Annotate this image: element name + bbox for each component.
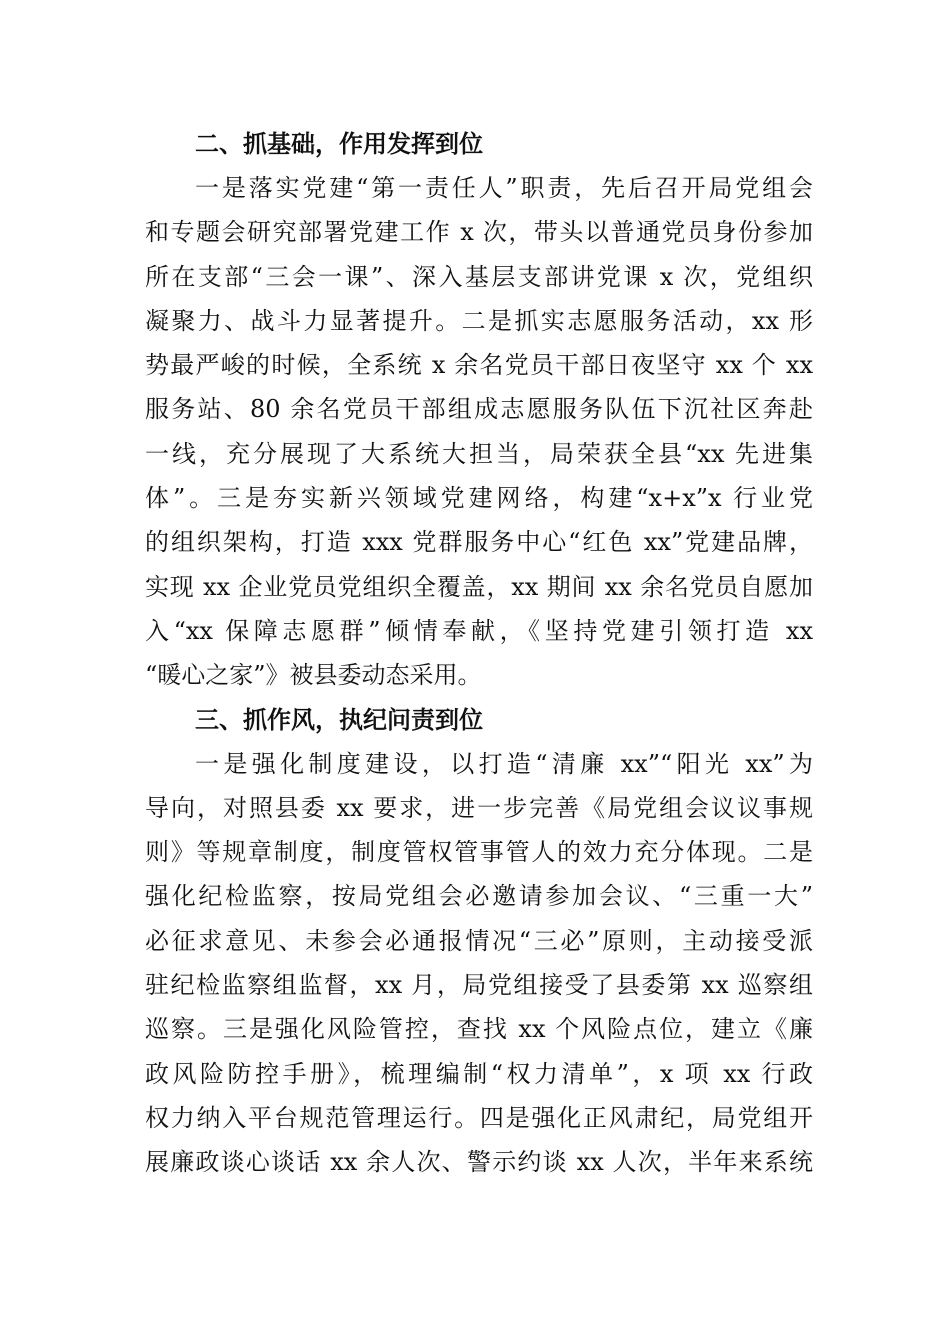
paragraph-line: 导向，对照县委 xx 要求，进一步完善《局党组会议议事规 [145, 793, 813, 822]
section-3-paragraph [145, 742, 813, 1185]
paragraph-line: 实现 xx 企业党员党组织全覆盖，xx 期间 xx 余名党员自愿加 [145, 572, 813, 601]
paragraph-line: 凝聚力、战斗力显著提升。二是抓实志愿服务活动，xx 形 [145, 306, 813, 335]
document-body [145, 122, 813, 1185]
paragraph-line: 政风险防控手册》，梳理编制“权力清单”，x 项 xx 行政 [145, 1059, 813, 1088]
section-heading-3: 三、抓作风，执纪问责到位 [195, 705, 483, 734]
paragraph-line: 所在支部“三会一课”、深入基层支部讲党课 x 次，党组织 [145, 262, 813, 291]
paragraph-line: 一是落实党建“第一责任人”职责，先后召开局党组会 [195, 174, 813, 202]
paragraph-line: 则》等规章制度，制度管权管事管人的效力充分体现。二是 [145, 838, 813, 867]
paragraph-line: 驻纪检监察组监督，xx 月，局党组接受了县委第 xx 巡察组 [145, 971, 813, 1000]
paragraph-line: 强化纪检监察，按局党组会必邀请参加会议、“三重一大” [145, 882, 813, 911]
paragraph-line: 入“xx 保障志愿群”倾情奉献，《坚持党建引领打造 xx [145, 616, 813, 645]
paragraph-line: 必征求意见、未参会必通报情况“三必”原则，主动接受派 [145, 926, 813, 955]
paragraph-line: 展廉政谈心谈话 xx 余人次、警示约谈 xx 人次，半年来系统 [145, 1148, 813, 1177]
section-2-paragraph [145, 166, 813, 698]
paragraph-line: 服务站、80 余名党员干部组成志愿服务队伍下沉社区奔赴 [145, 395, 813, 424]
paragraph-line: “暖心之家”》被县委动态采用。 [145, 661, 482, 690]
paragraph-line: 体”。三是夯实新兴领域党建网络，构建“x+x”x 行业党 [145, 484, 813, 513]
section-heading-2: 二、抓基础，作用发挥到位 [195, 130, 483, 158]
paragraph-line: 一线，充分展现了大系统大担当，局荣获全县“xx 先进集 [145, 439, 813, 468]
paragraph-line: 势最严峻的时候，全系统 x 余名党员干部日夜坚守 xx 个 xx [145, 351, 813, 380]
paragraph-line: 的组织架构，打造 xxx 党群服务中心“红色 xx”党建品牌， [145, 528, 813, 557]
paragraph-line: 巡察。三是强化风险管控，查找 xx 个风险点位，建立《廉 [145, 1015, 813, 1044]
paragraph-line: 一是强化制度建设，以打造“清廉 xx”“阳光 xx”为 [195, 749, 813, 778]
paragraph-line: 权力纳入平台规范管理运行。四是强化正风肃纪，局党组开 [145, 1103, 813, 1132]
paragraph-line: 和专题会研究部署党建工作 x 次，带头以普通党员身份参加 [145, 218, 813, 247]
